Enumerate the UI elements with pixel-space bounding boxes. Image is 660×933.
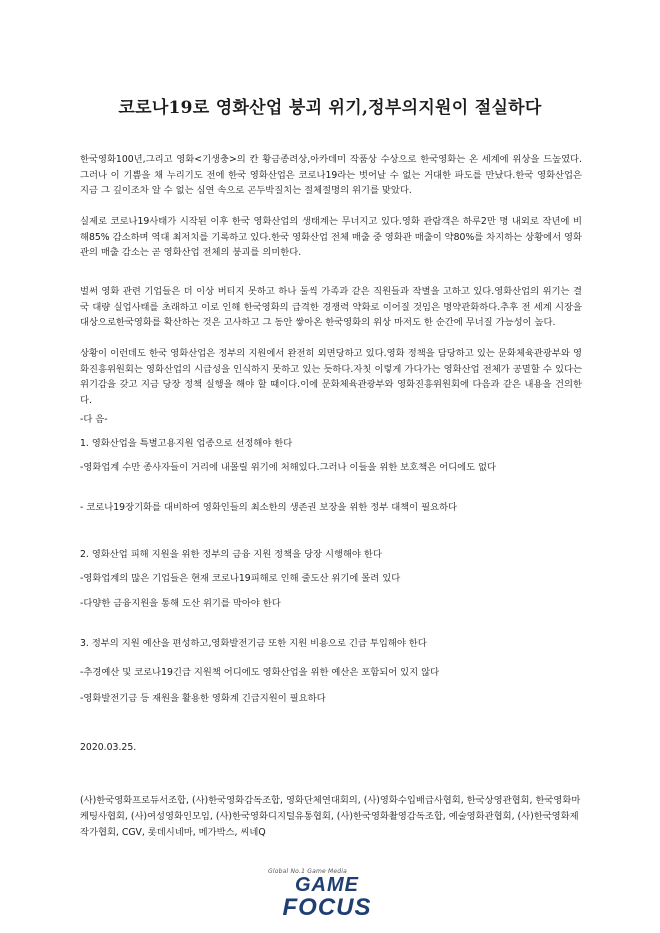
- document-title: 코로나19로 영화산업 붕괴 위기,정부의지원이 절실하다: [118, 98, 542, 118]
- paragraph-request: 상황이 이런데도 한국 영화산업은 정부의 지원에서 완전히 외면당하고 있다.영화 정책을 담당하고 있는 문화체육관광부와 영화진흥위원회는 영화산업의 시급성을 인식하지 못하고 있는 듯하다.자칫 이렇게 가다가는 영화산업 전체가 공멸할 수 있다는 위기감을 갖고 지금 당장 정책 실행을 해야 할 때이다.이에 문화체육관광부와 영화진흥위원회에 다음과 같은 내용을 건의한다.: [80, 348, 582, 406]
- paragraph-industry-collapse: 실제로 코로나19사태가 시작된 이후 한국 영화산업의 생태계는 무너지고 있다.영화 관람객은 하루2만 명 내외로 작년에 비해85% 감소하며 역대 최저치를 기록하고 있다.한국 영화산업 전체 매출 중 영화관 매출이 약80%를 차지하는 상황에서 영화관의 매출 감소는 곧 영화산업 전체의 붕괴를 의미한다.: [80, 216, 582, 258]
- separator-label: -다 음-: [80, 414, 108, 425]
- paragraph-intro: 한국영화100년,그리고 영화<기생충>의 칸 황금종려상,아카데미 작품상 수상으로 한국영화는 온 세계에 위상을 드높였다.그러나 이 기쁨을 채 누리기도 전에 한국 영화산업은 코로나19라는 벗어날 수 없는 거대한 파도를 만났다.한국 영화산업은 지금 그 깊이조차 알 수 없는 심연 속으로 곤두박질치는 절체절명의 위기를 맞았다.: [80, 154, 582, 196]
- document-date: 2020.03.25.: [80, 742, 137, 753]
- item-2-point-2: -다양한 금융지원을 통해 도산 위기를 막아야 한다: [80, 598, 281, 609]
- paragraph-layoffs: 벌써 영화 관련 기업들은 더 이상 버티지 못하고 하나 둘씩 가족과 같은 직원들과 작별을 고하고 있다.영화산업의 위기는 결국 대량 실업사태를 초래하고 이로 인해 한국영화의 급격한 경쟁력 약화로 이어질 것임은 명약관화하다.추후 전 세계 시장을 대상으로한국영화를 확산하는 것은 고사하고 그 동안 쌓아온 한국영화의 위상 마저도 한 순간에 무너질 가능성이 높다.: [80, 286, 582, 328]
- item-2-point-1: -영화업계의 많은 기업들은 현재 코로나19피해로 인해 줄도산 위기에 몰려 있다: [80, 573, 401, 584]
- gamefocus-watermark-logo: [262, 868, 402, 928]
- watermark-focus-text: FOCUS: [282, 894, 372, 921]
- watermark-game-text: GAME: [295, 874, 359, 896]
- item-1-point-2: - 코로나19장기화를 대비하여 영화인들의 최소한의 생존권 보장을 위한 정부 대책이 필요하다: [80, 502, 458, 513]
- item-2-heading: 2. 영화산업 피해 지원을 위한 정부의 금융 지원 정책을 당장 시행해야 한다: [80, 549, 382, 560]
- signatory-list: (사)한국영화프로듀서조합, (사)한국영화감독조합, 영화단체연대회의, (사)영화수입배급사협회, 한국상영관협회, 한국영화마케팅사협회, (사)여성영화인모임, (사)한국영화디지털유통협회, (사)한국영화촬영감독조합, 예술영화관협회, (사)한국영화제작가협회, CGV, 롯데시네마, 메가박스, 씨네Q: [80, 795, 581, 838]
- item-1-point-1: -영화업계 수만 종사자들이 거리에 내몰릴 위기에 처해있다.그러나 이들을 위한 보호책은 어디에도 없다: [80, 462, 497, 473]
- item-1-heading: 1. 영화산업을 특별고용지원 업종으로 선정해야 한다: [80, 438, 293, 449]
- watermark-tagline: Global No.1 Game Media: [268, 868, 348, 875]
- item-3-heading: 3. 정부의 지원 예산을 편성하고,영화발전기금 또한 지원 비용으로 긴급 투입해야 한다: [80, 638, 427, 649]
- item-3-point-2: -영화발전기금 등 재원을 활용한 영화계 긴급지원이 필요하다: [80, 693, 326, 704]
- item-3-point-1: -추경예산 및 코로나19긴급 지원책 어디에도 영화산업을 위한 예산은 포함되어 있지 않다: [80, 667, 440, 678]
